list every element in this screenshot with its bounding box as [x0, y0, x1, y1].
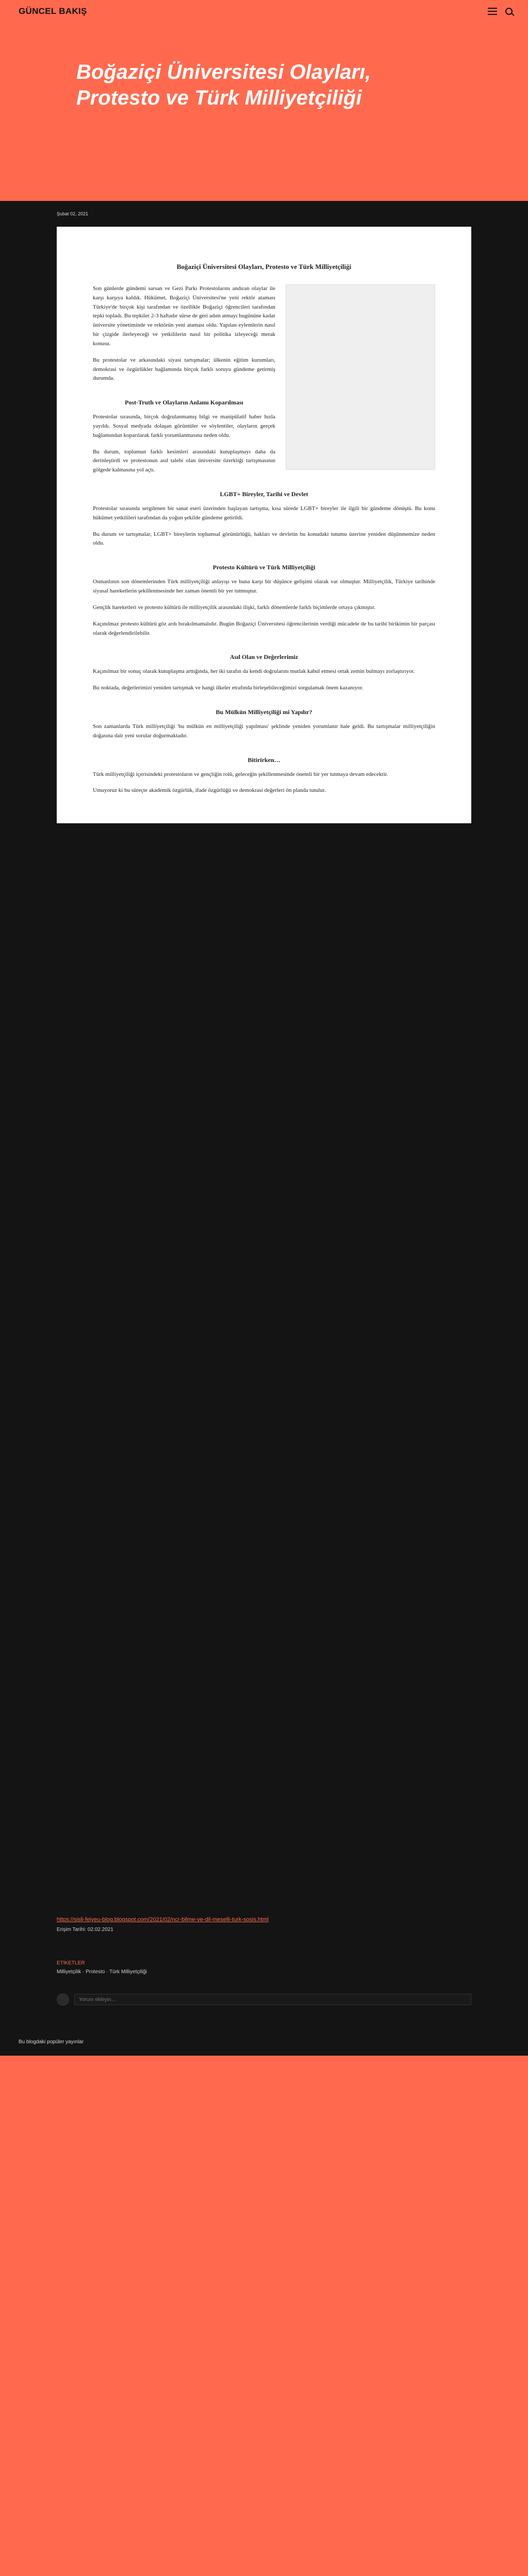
post-card-image[interactable]	[0, 2056, 528, 2576]
article-paragraph: Protestolar sırasında, birçok doğrulanmamış bilgi ve manipülatif haber hızla yayıldı. Sosyal medyada dolaşan görüntüler ve söylentiler, olayların gerçek bağlamından koparılarak farklı yorumlanmasına neden oldu.	[93, 414, 275, 438]
labels-label: ETİKETLER	[57, 1960, 85, 1966]
article-paragraph: Osmanlının son dönemlerinden Türk milliyetçiliği anlayışı ve buna karşı bir düşünce gelişimi olarak var olmuştur. Milliyetçilik, Türkiye tarihinde siyasal hareketlerin şekillenmesinde her zaman önemli bir yer tutmuştur.	[93, 579, 435, 595]
section-title: Bu Mülkün Milliyetçiliği mi Yapılır?	[216, 708, 312, 716]
topbar-actions	[488, 8, 513, 15]
post-share-row	[57, 1917, 471, 1923]
avatar	[57, 1993, 69, 2006]
article-paragraph: Gençlik hareketleri ve protesto kültürü ile milliyetçilik arasındaki ilişki, farklı dönemlerde farklı biçimlerde ortaya çıkmıştır.	[93, 604, 375, 611]
article-paragraph: Son günlerde gündemi sarsan ve Gezi Parkı Protestolarını andıran olaylar ile karşı karşıya kaldık. Hükümet, Boğaziçi Üniversitesi'ne yeni rektör ataması Türkiye'de birçok kişi tarafından ve özellikle Boğaziçi öğrencileri tarafından tepki topladı. Bu tepkiler 2-3 haftadır sürse de geri adım atmayı bugününe kadar üniversite yönetiminde ve rektörün yeni ataması oldu. Yapılan eylemlerin nasıl bir çizgide ilerleyeceği ve yetkililerin nasıl bir politika izleyeceği merak konusu.	[93, 285, 275, 347]
article-paragraph: Türk milliyetçiliği içerisindeki protestoların ve gençliğin rolü, geleceğin şekillenmesinde önemli bir yer tutmaya devam edecektir.	[93, 771, 388, 777]
hero-title: Boğaziçi Üniversitesi Olayları, Protesto ve Türk Milliyetçiliği	[76, 61, 371, 110]
tag-list[interactable]: Milliyetçilik · Protesto · Türk Milliyetçiliği	[57, 1969, 147, 1975]
section-title: Asıl Olan ve Değerlerimiz	[229, 653, 299, 661]
article-paragraph: Son zamanlarda Türk milliyetçiliği 'bu mülkün en milliyetçiliği yapılması' şeklinde yeniden yorumlanır hale geldi. Bu tartışmalar milliyetçiliğin doğasına dair yeni sorular doğurmaktadır.	[93, 723, 435, 739]
section-title: Post-Truth ve Olayların Anlamı Koparılması	[125, 399, 243, 406]
top-bar	[0, 0, 528, 23]
reference-date: Erişim Tarihi: 02.02.2021	[57, 1927, 113, 1933]
menu-icon[interactable]	[488, 8, 497, 15]
reference-link[interactable]: https://sisli-feiyeu-blog.blogspot.com/2021/02/ncr-bilme-ve-dil-meselli-turk-sosis.html	[57, 1917, 269, 1923]
article-paragraph: Bu durum, toplumun farklı kesimleri arasındaki kutuplaşmayı daha da derinleştirdi ve protestonun asıl talebi olan üniversite özerkliği tartışmasının gölgede kalmasına yol açtı.	[93, 448, 275, 473]
article-paragraph: Bu protestolar ve arkasındaki siyasi tartışmalar; ülkenin eğitim kurumları, demokrasi ve özgürlükler bağlamında birçok farklı soruyu gündeme getirmiş durumda.	[93, 357, 275, 382]
site-brand[interactable]: GÜNCEL BAKIŞ	[19, 6, 87, 16]
article-illustration	[286, 284, 435, 470]
search-icon[interactable]	[505, 8, 513, 15]
article-paragraph: Kaçınılmaz protesto kültürü göz ardı bırakılmamalıdır. Bugün Boğaziçi Üniversitesi öğrencilerinin verdiği mücadele de bu tarihi birikimin bir parçası olarak değerlendirilebilir.	[93, 620, 435, 636]
article-heading: Boğaziçi Üniversitesi Olayları, Protesto ve Türk Milliyetçiliği	[176, 263, 352, 270]
comment-box	[57, 1993, 471, 2006]
post-hero	[0, 0, 528, 201]
article-paragraph: Bu noktada, değerlerimizi yeniden tartışmak ve hangi ilkeler etrafında birleşebileceğimizi sorgulamak önem kazanıyor.	[93, 685, 364, 691]
article-paragraph: Kaçınılmaz bir sonuç olarak kutuplaşma arttığında, her iki tarafın da kendi doğrularını mutlak kabul etmesi ortak zemin bulmayı zorlaştırıyor.	[93, 668, 415, 675]
comment-input[interactable]	[74, 1994, 471, 2005]
popular-posts-title: Bu blogdaki popüler yayınlar	[19, 2039, 84, 2045]
article-paragraph: Bu durum ve tartışmalar, LGBT+ bireylerin toplumsal görünürlüğü, hakları ve devletin bu konudaki tutumu üzerine yeniden düşünmemize neden oldu.	[93, 531, 435, 547]
section-title: Protesto Kültürü ve Türk Milliyetçiliği	[212, 564, 316, 571]
post-date: Şubat 02, 2021	[57, 211, 89, 216]
article-paragraph: Umuyoruz ki bu süreçte akademik özgürlük, ifade özgürlüğü ve demokrasi değerleri ön planda tutulur.	[93, 787, 326, 794]
article-paragraph: Protestolar sırasında sergilenen bir sanat eseri üzerinden başlayan tartışma, kısa sürede LGBT+ bireyler ile ilgili bir gündeme dönüştü. Bu konu hükümet yetkilileri tarafından da yoğun şekilde gündeme getirildi.	[93, 505, 435, 521]
section-title: LGBT+ Bireyler, Tarihi ve Devlet	[220, 490, 308, 498]
section-title: Bitirirken…	[248, 756, 280, 764]
post-article	[57, 227, 471, 823]
popular-post-card	[0, 2056, 528, 2576]
